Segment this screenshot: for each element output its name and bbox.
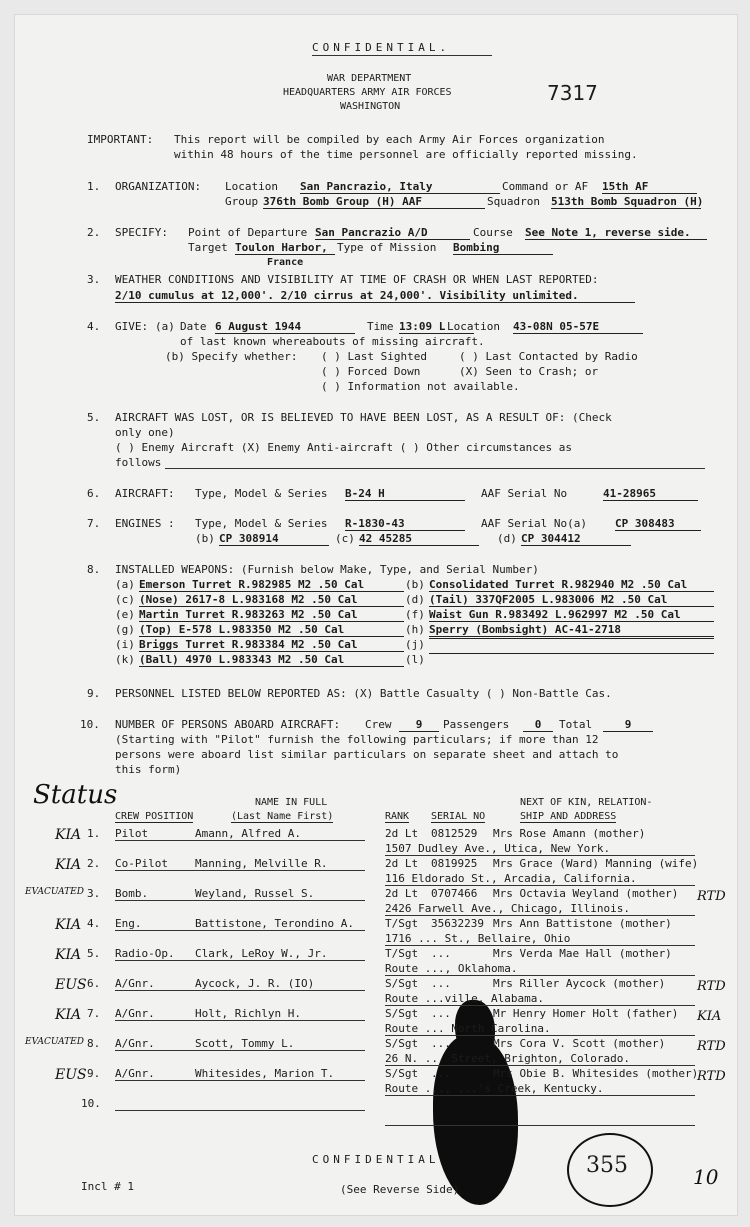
crew-serial: ... — [431, 977, 451, 990]
s6-serial-label: AAF Serial No — [481, 487, 568, 500]
s5-line3: ( ) Enemy Aircraft (X) Enemy Anti-aircraft ( ) Other circumstances as — [115, 441, 572, 454]
s7-c-label: (c) — [335, 532, 355, 545]
row-rule — [115, 930, 365, 931]
crew-rank: S/Sgt — [385, 1037, 419, 1050]
s4-time-label: Time — [367, 320, 394, 333]
s1-group-label: Group — [225, 195, 259, 208]
kin-address: Route ..., ...'s Creek, Kentucky. — [385, 1082, 604, 1095]
s6-type-value: B-24 H — [345, 487, 465, 501]
crew-serial: 35632239 — [431, 917, 484, 930]
s4-opt-last-sighted: ( ) Last Sighted — [321, 350, 427, 363]
row-rule — [385, 915, 695, 916]
crew-position: Pilot — [115, 827, 149, 840]
report-page — [14, 14, 738, 1216]
weapon-letter: (l) — [405, 653, 425, 666]
s1-location-value: San Pancrazio, Italy — [300, 180, 500, 194]
crew-rank: T/Sgt — [385, 947, 419, 960]
s4-num: 4. — [87, 320, 101, 333]
corner-note: 10 — [693, 1165, 719, 1189]
s7-label: ENGINES : — [115, 517, 175, 530]
s1-squadron-label: Squadron — [487, 195, 540, 208]
status-mark: EVACUATED — [25, 887, 84, 897]
s6-label: AIRCRAFT: — [115, 487, 175, 500]
weapon-value: Briggs Turret R.983384 M2 .50 Cal — [139, 638, 404, 652]
status-mark: KIA — [55, 857, 82, 873]
s5-num: 5. — [87, 411, 101, 424]
kin-address: Route ... North Carolina. — [385, 1022, 551, 1035]
next-of-kin: Mrs Obie B. Whitesides (mother) — [493, 1067, 699, 1080]
s10-total-value: 9 — [603, 718, 653, 732]
s4-label: GIVE: — [115, 320, 149, 333]
weapon-value: (Ball) 4970 L.983343 M2 .50 Cal — [139, 653, 404, 667]
s10-crew-label: Crew — [365, 718, 392, 731]
weapon-letter: (e) — [115, 608, 135, 621]
weapon-value — [429, 638, 714, 639]
col-position-header: CREW POSITION — [115, 811, 194, 822]
row-number: 4. — [87, 917, 101, 930]
s6-serial-value: 41-28965 — [603, 487, 698, 501]
crew-rank: S/Sgt — [385, 977, 419, 990]
s2-course-value: See Note 1, reverse side. — [525, 226, 707, 240]
s10-line4: this form) — [115, 763, 182, 776]
kin-address: 1507 Dudley Ave., Utica, New York. — [385, 842, 611, 855]
s9-text: PERSONNEL LISTED BELOW REPORTED AS: (X) Battle Casualty ( ) Non-Battle Cas. — [115, 687, 612, 700]
crew-name: Battistone, Terondino A. — [195, 917, 354, 930]
crew-serial: 0707466 — [431, 887, 478, 900]
s7-type-value: R-1830-43 — [345, 517, 465, 531]
see-reverse: (See Reverse Side) — [340, 1183, 460, 1196]
row-number: 9. — [87, 1067, 101, 1080]
kin-address: Route ..., Oklahoma. — [385, 962, 518, 975]
weapon-letter: (b) — [405, 578, 425, 591]
margin-note: RTD — [697, 1069, 726, 1084]
weapon-value: Sperry (Bombsight) AC-41-2718 — [429, 623, 714, 637]
report-number: 7317 — [547, 81, 598, 105]
next-of-kin: Mrs Grace (Ward) Manning (wife) — [493, 857, 699, 870]
s6-num: 6. — [87, 487, 101, 500]
margin-note: RTD — [697, 979, 726, 994]
row-rule — [115, 960, 365, 961]
weapon-value: Waist Gun R.983492 L.962997 M2 .50 Cal — [429, 608, 714, 622]
weapon-value: (Nose) 2617-8 L.983168 M2 .50 Cal — [139, 593, 404, 607]
s4-time-value: 13:09 L — [399, 320, 474, 334]
crew-serial: ... — [431, 1007, 451, 1020]
crew-position: Radio-Op. — [115, 947, 175, 960]
crew-rank: 2d Lt — [385, 887, 419, 900]
col-name-header-2: (Last Name First) — [231, 811, 334, 822]
s4-opt-seen-crash: (X) Seen to Crash; or — [459, 365, 599, 378]
page-stamp-number: 355 — [586, 1153, 628, 1178]
s10-total-label: Total — [559, 718, 593, 731]
s4-date-label: Date — [180, 320, 207, 333]
row-rule — [385, 1095, 695, 1096]
weapon-letter: (k) — [115, 653, 135, 666]
status-mark: EUS — [55, 977, 87, 993]
row-number: 5. — [87, 947, 101, 960]
next-of-kin: Mr Henry Homer Holt (father) — [493, 1007, 679, 1020]
crew-serial: ... — [431, 1037, 451, 1050]
row-rule — [115, 1110, 365, 1111]
row-rule — [385, 1065, 695, 1066]
row-rule — [385, 855, 695, 856]
s2-num: 2. — [87, 226, 101, 239]
weapon-value — [429, 653, 714, 654]
row-rule — [115, 1050, 365, 1051]
row-rule — [385, 1125, 695, 1126]
s3-label: WEATHER CONDITIONS AND VISIBILITY AT TIME OF CRASH OR WHEN LAST REPORTED: — [115, 273, 599, 286]
s4-date-value: 6 August 1944 — [215, 320, 355, 334]
crew-position: A/Gnr. — [115, 1007, 155, 1020]
row-number: 10. — [81, 1097, 101, 1110]
crew-position: Eng. — [115, 917, 142, 930]
s1-squadron-value: 513th Bomb Squadron (H) — [551, 195, 704, 208]
next-of-kin: Mrs Rose Amann (mother) — [493, 827, 646, 840]
s4-a: (a) — [155, 320, 175, 333]
next-of-kin: Mrs Ann Battistone (mother) — [493, 917, 672, 930]
s10-pass-label: Passengers — [443, 718, 510, 731]
hq-line: HEADQUARTERS ARMY AIR FORCES — [283, 87, 452, 98]
row-number: 7. — [87, 1007, 101, 1020]
row-number: 6. — [87, 977, 101, 990]
important-label: IMPORTANT: — [87, 133, 154, 146]
row-rule — [115, 870, 365, 871]
s10-crew-value: 9 — [399, 718, 439, 732]
crew-rank: 2d Lt — [385, 827, 419, 840]
s1-command-value: 15th AF — [602, 180, 697, 194]
important-line1: This report will be compiled by each Army Air Forces organization — [174, 133, 605, 146]
crew-name: Aycock, J. R. (IO) — [195, 977, 315, 990]
weapon-value: Emerson Turret R.982985 M2 .50 Cal — [139, 578, 404, 592]
crew-position: A/Gnr. — [115, 1067, 155, 1080]
s7-engine-a: CP 308483 — [615, 517, 701, 531]
next-of-kin: Mrs Riller Aycock (mother) — [493, 977, 666, 990]
s5-line1: AIRCRAFT WAS LOST, OR IS BELIEVED TO HAVE BEEN LOST, AS A RESULT OF: (Check — [115, 411, 612, 424]
weapon-letter: (c) — [115, 593, 135, 606]
crew-name: Whitesides, Marion T. — [195, 1067, 335, 1080]
s2-target-value: Toulon Harbor, — [235, 241, 335, 255]
s8-label: INSTALLED WEAPONS: (Furnish below Make, Type, and Serial Number) — [115, 563, 539, 576]
crew-rank: T/Sgt — [385, 917, 419, 930]
s2-target-sub: France — [267, 257, 304, 268]
s7-engine-c: 42 45285 — [359, 532, 479, 546]
row-rule — [115, 990, 365, 991]
inclosure-label: Incl # 1 — [81, 1180, 134, 1193]
s7-type-label: Type, Model & Series — [195, 517, 328, 530]
s2-target-label: Target — [188, 241, 228, 254]
s3-value: 2/10 cumulus at 12,000'. 2/10 cirrus at 24,000'. Visibility unlimited. — [115, 289, 635, 303]
row-rule — [115, 900, 365, 901]
s2-label: SPECIFY: — [115, 226, 168, 239]
weapon-value: Consolidated Turret R.982940 M2 .50 Cal — [429, 578, 714, 592]
status-mark: KIA — [55, 917, 82, 933]
s5-line2: only one) — [115, 426, 175, 439]
kin-address: 26 N. ... Street, Brighton, Colorado. — [385, 1052, 631, 1065]
status-mark: KIA — [55, 827, 82, 843]
row-rule — [385, 975, 695, 976]
crew-position: A/Gnr. — [115, 977, 155, 990]
weapon-value: (Top) E-578 L.983350 M2 .50 Cal — [139, 623, 404, 637]
weapon-letter: (a) — [115, 578, 135, 591]
next-of-kin: Mrs Verda Mae Hall (mother) — [493, 947, 672, 960]
s9-num: 9. — [87, 687, 101, 700]
s5-line4: follows — [115, 456, 162, 469]
s8-num: 8. — [87, 563, 101, 576]
s1-label: ORGANIZATION: — [115, 180, 202, 193]
s10-pass-value: 0 — [523, 718, 553, 732]
status-handwritten: Status — [33, 780, 118, 810]
margin-note: RTD — [697, 1039, 726, 1054]
crew-position: Co-Pilot — [115, 857, 168, 870]
s7-b-label: (b) — [195, 532, 215, 545]
margin-note: RTD — [697, 889, 726, 904]
s4-b: (b) Specify whether: — [165, 350, 298, 363]
status-mark: EUS — [55, 1067, 87, 1083]
s4-opt-last-contacted: ( ) Last Contacted by Radio — [459, 350, 638, 363]
col-rank-header: RANK — [385, 811, 410, 822]
weapon-value: Martin Turret R.983263 M2 .50 Cal — [139, 608, 404, 622]
row-number: 2. — [87, 857, 101, 870]
s1-command-label: Command or AF — [502, 180, 589, 193]
s1-group-value: 376th Bomb Group (H) AAF — [263, 195, 485, 209]
crew-name: Amann, Alfred A. — [195, 827, 301, 840]
city-line: WASHINGTON — [340, 101, 401, 112]
next-of-kin: Mrs Cora V. Scott (mother) — [493, 1037, 666, 1050]
crew-serial: ... — [431, 947, 451, 960]
department-line: WAR DEPARTMENT — [327, 73, 412, 84]
s2-departure-value: San Pancrazio A/D — [315, 226, 470, 240]
s7-engine-b: CP 308914 — [219, 532, 329, 546]
row-rule — [385, 945, 695, 946]
kin-address: 1716 ... St., Bellaire, Ohio — [385, 932, 571, 945]
s1-num: 1. — [87, 180, 101, 193]
row-rule — [385, 1035, 695, 1036]
weapon-letter: (f) — [405, 608, 425, 621]
s2-course-label: Course — [473, 226, 513, 239]
crew-serial: 0819925 — [431, 857, 478, 870]
crew-name: Holt, Richlyn H. — [195, 1007, 301, 1020]
row-rule — [115, 840, 365, 841]
s4-opt-info-na: ( ) Information not available. — [321, 380, 520, 393]
row-number: 8. — [87, 1037, 101, 1050]
crew-name: Scott, Tommy L. — [195, 1037, 295, 1050]
kin-address: Route ...ville, Alabama. — [385, 992, 544, 1005]
s2-departure-label: Point of Departure — [188, 226, 308, 239]
row-rule — [385, 1005, 695, 1006]
crew-serial: ... — [431, 1067, 451, 1080]
crew-name: Weyland, Russel S. — [195, 887, 315, 900]
crew-rank: S/Sgt — [385, 1067, 419, 1080]
weapon-value: (Tail) 337QF2005 L.983006 M2 .50 Cal — [429, 593, 714, 607]
s10-num: 10. — [80, 718, 100, 731]
kin-address: 2426 Farwell Ave., Chicago, Illinois. — [385, 902, 631, 915]
status-mark: KIA — [55, 1007, 82, 1023]
s4-line2: of last known whereabouts of missing aircraft. — [180, 335, 485, 348]
kin-address: 116 Eldorado St., Arcadia, California. — [385, 872, 637, 885]
margin-note: KIA — [697, 1009, 722, 1024]
s10-label: NUMBER OF PERSONS ABOARD AIRCRAFT: — [115, 718, 341, 731]
s7-engine-d: CP 304412 — [521, 532, 631, 546]
row-number: 1. — [87, 827, 101, 840]
col-kin-header-1: NEXT OF KIN, RELATION- — [520, 797, 653, 808]
s10-line2: (Starting with "Pilot" furnish the following particulars; if more than 12 — [115, 733, 599, 746]
crew-serial: 0812529 — [431, 827, 478, 840]
crew-position: Bomb. — [115, 887, 149, 900]
s2-mission-label: Type of Mission — [337, 241, 437, 254]
weapon-letter: (g) — [115, 623, 135, 636]
col-serial-header: SERIAL NO — [431, 811, 486, 822]
row-rule — [385, 885, 695, 886]
weapon-letter: (j) — [405, 638, 425, 651]
row-number: 3. — [87, 887, 101, 900]
s1-location-label: Location — [225, 180, 278, 193]
s4-location-value: 43-08N 05-57E — [513, 320, 643, 334]
s2-mission-value: Bombing — [453, 241, 553, 255]
weapon-letter: (i) — [115, 638, 135, 651]
s4-opt-forced-down: ( ) Forced Down — [321, 365, 421, 378]
weapon-letter: (h) — [405, 623, 425, 636]
s10-line3: persons were aboard list similar particulars on separate sheet and attach to — [115, 748, 619, 761]
col-kin-header-2: SHIP AND ADDRESS — [520, 811, 617, 822]
s6-type-label: Type, Model & Series — [195, 487, 328, 500]
next-of-kin: Mrs Octavia Weyland (mother) — [493, 887, 679, 900]
crew-name: Manning, Melville R. — [195, 857, 328, 870]
s7-num: 7. — [87, 517, 101, 530]
row-rule — [115, 1020, 365, 1021]
important-line2: within 48 hours of the time personnel are officially reported missing. — [174, 148, 638, 161]
classification-top: CONFIDENTIAL. — [312, 41, 451, 54]
status-mark: KIA — [55, 947, 82, 963]
row-rule — [115, 1080, 365, 1081]
status-mark: EVACUATED — [25, 1037, 84, 1047]
weapon-letter: (d) — [405, 593, 425, 606]
s7-d-label: (d) — [497, 532, 517, 545]
crew-rank: S/Sgt — [385, 1007, 419, 1020]
crew-position: A/Gnr. — [115, 1037, 155, 1050]
classification-bottom: CONFIDENTIAL — [312, 1153, 440, 1166]
s7-serial-label: AAF Serial No(a) — [481, 517, 587, 530]
col-name-header: NAME IN FULL — [255, 797, 328, 808]
s4-location-label: Location — [447, 320, 500, 333]
crew-rank: 2d Lt — [385, 857, 419, 870]
s3-num: 3. — [87, 273, 101, 286]
crew-name: Clark, LeRoy W., Jr. — [195, 947, 328, 960]
